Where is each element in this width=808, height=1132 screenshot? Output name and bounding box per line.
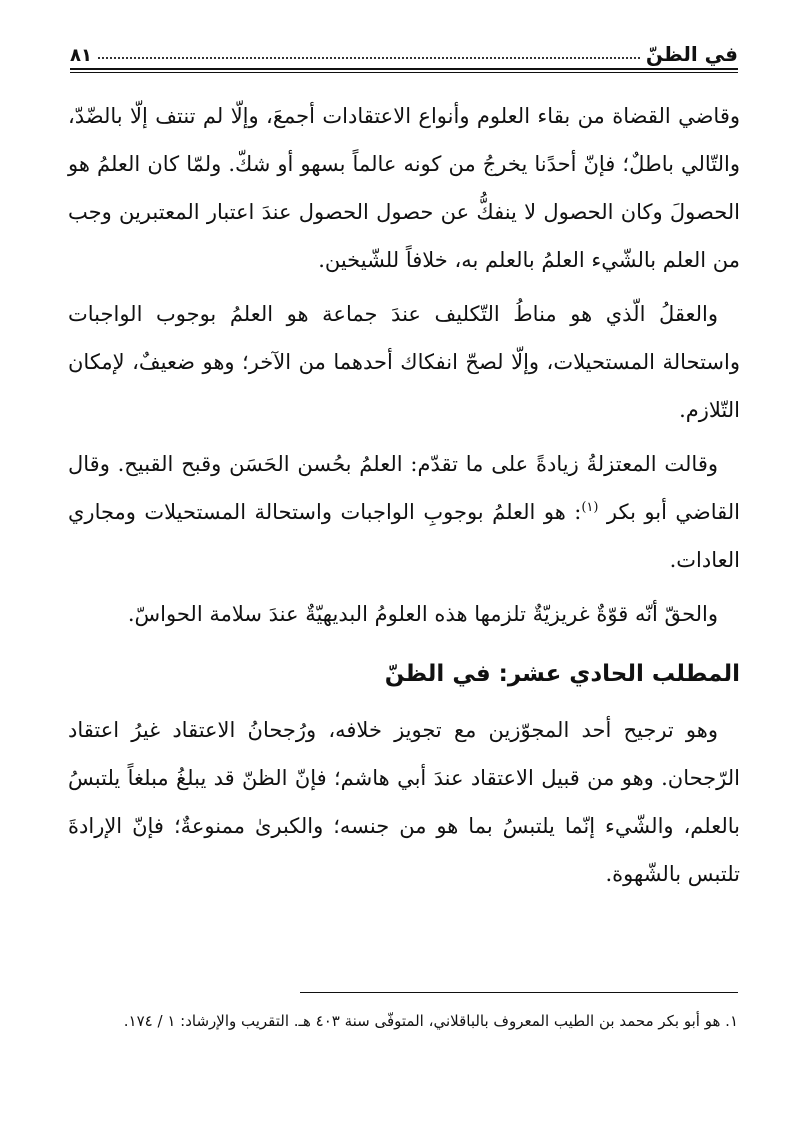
paragraph-3-part-2: : هو العلمُ بوجوبِ الواجبات واستحالة المستحيلات ومجاري العادات.: [68, 500, 740, 572]
section-paragraph: وهو ترجيح أحد المجوّزين مع تجويز خلافه، ورُجحانُ الاعتقاد غيرُ اعتقاد الرّجحان. وهو من قبيل الاعتقاد عندَ أبي هاشم؛ فإنّ الظنّ قد يبلغُ مبلغاً يلتبسُ بالعلم، والشّيء إنّما يلتبسُ بما هو من جنسه؛ والكبرىٰ ممنوعةٌ؛ فإنّ الإرادةَ تلتبس بالشّهوة.: [68, 718, 740, 886]
page-number: ٨١: [70, 45, 92, 66]
paragraph-3-part-1: وقالت المعتزلةُ زيادةً على ما تقدّم: العلمُ بحُسن الحَسَن وقبح القبيح. وقال القاضي أبو بكر: [68, 452, 741, 524]
header-rule: [70, 68, 738, 70]
footnote: ١. هو أبو بكر محمد بن الطيب المعروف بالباقلاني، المتوفّى سنة ٤٠٣ هـ. التقريب والإرشاد: ١ / ١٧٤.: [123, 1012, 738, 1030]
footnote-reference[interactable]: (١): [581, 500, 599, 515]
running-header: [70, 32, 738, 66]
paragraph-2: والعقلُ الّذي هو مناطُ التّكليف عندَ جماعة هو العلمُ بوجوب الواجبات واستحالة المستحيلات، وإلّا لصحّ انفكاك أحدهما من الآخر؛ وهو ضعيفٌ، لإمكان التّلازم.: [68, 302, 740, 422]
footnote-separator: [300, 992, 738, 993]
paragraph-3: [68, 440, 740, 584]
header-title: في الظنّ: [645, 42, 738, 66]
paragraph-1: وقاضي القضاة من بقاء العلوم وأنواع الاعتقادات أجمعَ، وإلّا لم تنتف إلّا بالضّدّ، والتّالي باطلٌ؛ فإنّ أحدًنا يخرجُ من كونه عالماً بسهو أو شكّ. ولمّا كان العلمُ هو الحصولَ وكان الحصول لا ينفكُّ عن حصول الحصول عندَ اعتبار المعتبرين وجب من العلم بالشّيء العلمُ بالعلم به، خلافاً للشّيخين.: [68, 104, 740, 272]
section-heading: المطلب الحادي عشر: في الظنّ: [384, 661, 740, 687]
paragraph-4: والحقّ أنّه قوّةٌ غريزيّةٌ تلزمها هذه العلومُ البديهيّةٌ عندَ سلامة الحواسّ.: [127, 602, 718, 626]
header-dot-leader: [98, 57, 640, 59]
header-rule-thin: [70, 72, 738, 73]
main-text: [68, 92, 740, 898]
